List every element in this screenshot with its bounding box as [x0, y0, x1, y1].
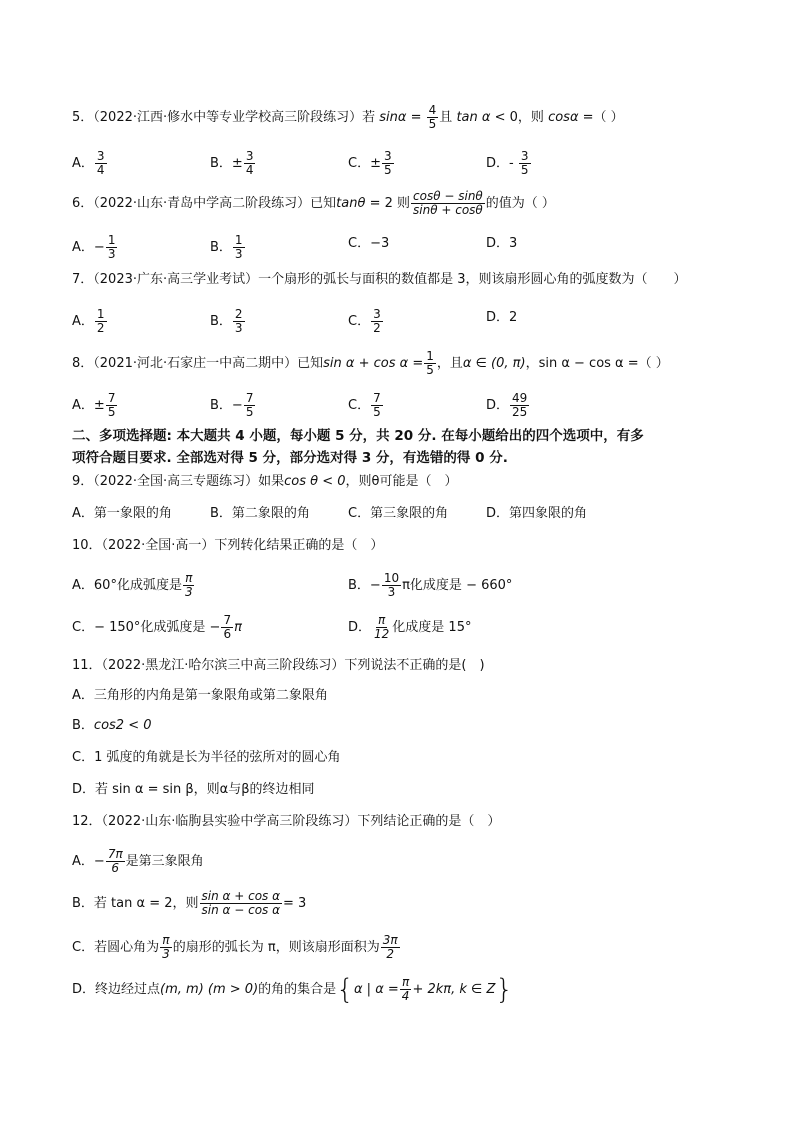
q5-option-b[interactable]: B．± $\frac{3}{4}$ [210, 149, 254, 177]
q8-option-d[interactable]: D． $\frac{49}{25}$ [486, 391, 528, 419]
q8-option-b[interactable]: B．− $\frac{7}{5}$ [210, 391, 254, 419]
q11-option-b[interactable]: B．cos2 < 0 [72, 718, 152, 733]
q6-option-c[interactable]: C．−3 [348, 236, 390, 251]
q6-option-a[interactable]: A．− $\frac{1}{3}$ [72, 233, 116, 261]
q7-option-a[interactable]: A． $\frac{1}{2}$ [72, 307, 105, 335]
question-5-stem: 5．（2022·江西·修水中等专业学校高三阶段练习）若 sinα = $\frac{4}{5}$ 且 tan α < 0，则 cosα =（ ） [72, 103, 624, 131]
q10-option-d[interactable]: D． $\frac{\pi}{12}$ 化成度是 15° [348, 613, 472, 641]
q5-option-a[interactable]: A． $\frac{3}{4}$ [72, 149, 105, 177]
q7-option-b[interactable]: B． $\frac{2}{3}$ [210, 307, 243, 335]
q9-option-b[interactable]: B．第二象限的角 [210, 506, 310, 521]
q7-option-c[interactable]: C． $\frac{3}{2}$ [348, 307, 381, 335]
q5-option-d[interactable]: D．- $\frac{3}{5}$ [486, 149, 529, 177]
q11-option-a[interactable]: A．三角形的内角是第一象限角或第二象限角 [72, 688, 328, 703]
q9-option-c[interactable]: C．第三象限的角 [348, 506, 449, 521]
q5-option-c[interactable]: C．± $\frac{3}{5}$ [348, 149, 392, 177]
q6-option-d[interactable]: D．3 [486, 236, 518, 251]
fraction: $\frac{4}{5}$ [428, 103, 437, 131]
q11-option-d[interactable]: D．若 sin α = sin β，则α与β的终边相同 [72, 782, 315, 797]
q12-option-b[interactable]: B．若 tan α = 2，则 $\frac{\text{sin α + cos α}}{\text{sin α − cos α}}$ = 3 [72, 889, 307, 917]
q9-option-a[interactable]: A．第一象限的角 [72, 506, 172, 521]
q7-option-d[interactable]: D．2 [486, 310, 518, 325]
q8-option-a[interactable]: A．± $\frac{7}{5}$ [72, 391, 116, 419]
q12-option-c[interactable]: C．若圆心角为 $\frac{\pi}{3}$ 的扇形的弧长为 π，则该扇形面积为 $\frac{3\pi}{2}$ [72, 933, 398, 961]
q12-option-a[interactable]: A．− $\frac{7\pi}{6}$ 是第三象限角 [72, 847, 204, 875]
q9-option-d[interactable]: D．第四象限的角 [486, 506, 588, 521]
question-7-stem: 7．（2023·广东·高三学业考试）一个扇形的弧长与面积的数值都是 3，则该扇形圆心角的弧度数为（ ） [72, 272, 687, 287]
q11-option-c[interactable]: C．1 弧度的角就是长为半径的弦所对的圆心角 [72, 750, 341, 765]
section-2-heading: 二、多项选择题: 本大题共 4 小题，每小题 5 分，共 20 分. 在每小题给出的四个选项中，有多 [72, 428, 644, 444]
q10-option-b[interactable]: B．− $\frac{10}{3}$ π化成度是 − 660° [348, 571, 513, 599]
q8-option-c[interactable]: C． $\frac{7}{5}$ [348, 391, 381, 419]
section-2-heading-cont: 项符合题目要求. 全部选对得 5 分，部分选对得 3 分，有选错的得 0 分. [72, 450, 508, 466]
question-11-stem: 11．（2022·黑龙江·哈尔滨三中高三阶段练习）下列说法不正确的是( ) [72, 658, 485, 673]
question-12-stem: 12．（2022·山东·临朐县实验中学高三阶段练习）下列结论正确的是（ ） [72, 814, 501, 829]
q6-option-b[interactable]: B． $\frac{1}{3}$ [210, 233, 243, 261]
q12-option-d[interactable]: D．终边经过点(m, m) (m > 0)的角的集合是{α | α = $\frac{\pi}{4}$ + 2kπ, k ∈ Z} [72, 972, 514, 1006]
question-9-stem: 9．（2022·全国·高三专题练习）如果cos θ < 0，则θ可能是（ ） [72, 474, 458, 489]
question-8-stem: 8．（2021·河北·石家庄一中高二期中）已知sin α + cos α = $\frac{1}{5}$ ，且α ∈ (0, π)，sin α − cos α =（ ） [72, 349, 669, 377]
question-10-stem: 10．（2022·全国·高一）下列转化结果正确的是（ ） [72, 538, 384, 553]
question-6-stem: 6．（2022·山东·青岛中学高二阶段练习）已知tanθ = 2 则 $\frac{\cos\theta - \sin\theta}{\sin\theta + \cos\theta}$ 的值为（ ） [72, 189, 555, 217]
q10-option-c[interactable]: C．− 150°化成弧度是 − $\frac{7}{6}$ π [72, 613, 242, 641]
q10-option-a[interactable]: A．60°化成弧度是 $\frac{\pi}{3}$ [72, 571, 193, 599]
